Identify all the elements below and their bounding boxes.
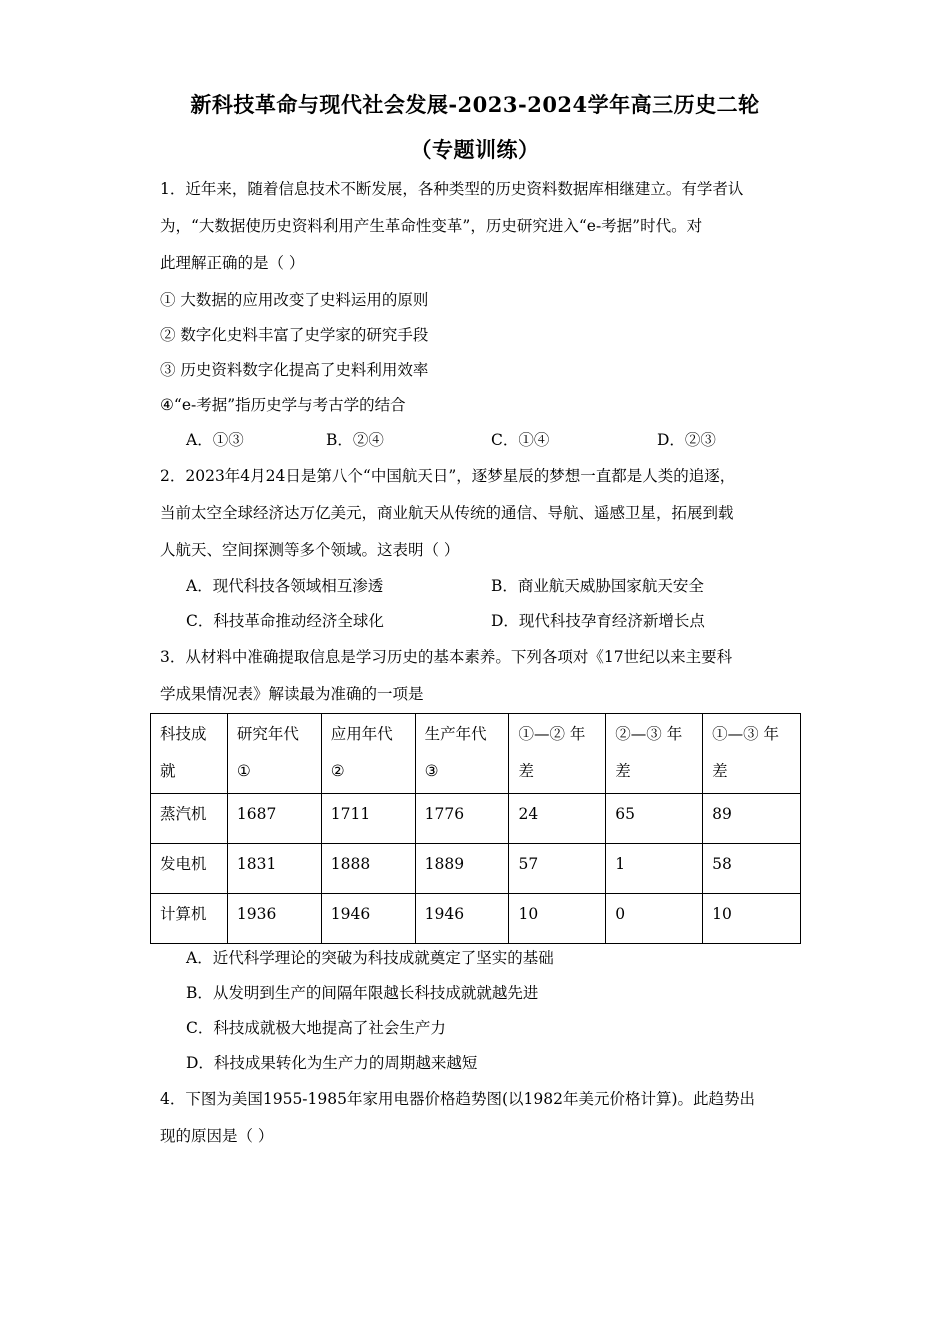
- q1-stem-line-1: 1．近年来，随着信息技术不断发展，各种类型的历史资料数据库相继建立。有学者认: [160, 180, 744, 198]
- q3-option-d: D．科技成果转化为生产力的周期越来越短: [186, 1054, 478, 1072]
- q2-option-d: D．现代科技孕育经济新增长点: [491, 612, 705, 630]
- table-cell: 10: [509, 894, 606, 944]
- q2-stem-line-1: 2．2023年4月24日是第八个“中国航天日”，逐梦星辰的梦想一直都是人类的追逐，: [160, 467, 736, 485]
- table-header-cell: 科技成 就: [151, 714, 228, 794]
- table-cell: 1687: [227, 794, 321, 844]
- table-cell: 65: [606, 794, 703, 844]
- science-achievements-table: [150, 713, 801, 944]
- q1-statement-1: ① 大数据的应用改变了史料运用的原则: [160, 291, 429, 309]
- q2-option-a: A．现代科技各领域相互渗透: [186, 577, 384, 595]
- q3-option-a: A．近代科学理论的突破为科技成就奠定了坚实的基础: [186, 949, 554, 967]
- table-cell: 89: [703, 794, 801, 844]
- table-row: [151, 844, 801, 894]
- table-cell: 发电机: [151, 844, 228, 894]
- q3-option-b: B．从发明到生产的间隔年限越长科技成就就越先进: [186, 984, 539, 1002]
- q3-stem-line-2: 学成果情况表》解读最为准确的一项是: [160, 685, 424, 703]
- q4-stem-line-2: 现的原因是（ ）: [160, 1127, 274, 1145]
- title-line-2: （专题训练）: [410, 137, 540, 162]
- table-cell: 1936: [227, 894, 321, 944]
- table-cell: 1946: [415, 894, 509, 944]
- table-cell: 计算机: [151, 894, 228, 944]
- table-cell: 1888: [321, 844, 415, 894]
- q2-stem-line-3: 人航天、空间探测等多个领域。这表明（ ）: [160, 541, 460, 559]
- table-cell: 58: [703, 844, 801, 894]
- q1-option-a: A．①③: [186, 431, 244, 449]
- q1-option-b: B．②④: [326, 431, 384, 449]
- table-cell: 24: [509, 794, 606, 844]
- table-header-cell: 应用年代 ②: [321, 714, 415, 794]
- table-row: [151, 794, 801, 844]
- q3-option-c: C．科技成就极大地提高了社会生产力: [186, 1019, 446, 1037]
- q1-option-d: D．②③: [657, 431, 716, 449]
- table-cell: 1889: [415, 844, 509, 894]
- table-cell: 1711: [321, 794, 415, 844]
- table-cell: 0: [606, 894, 703, 944]
- table-header-cell: ①—③ 年 差: [703, 714, 801, 794]
- table-cell: 1831: [227, 844, 321, 894]
- q1-stem-line-2: 为，“大数据使历史资料利用产生革命性变革”，历史研究进入“e-考据”时代。对: [160, 217, 703, 235]
- q1-statement-3: ③ 历史资料数字化提高了史料利用效率: [160, 361, 429, 379]
- table-cell: 1: [606, 844, 703, 894]
- table-cell: 57: [509, 844, 606, 894]
- q2-option-c: C．科技革命推动经济全球化: [186, 612, 384, 630]
- q1-statement-2: ② 数字化史料丰富了史学家的研究手段: [160, 326, 429, 344]
- q1-stem-line-3: 此理解正确的是（ ）: [160, 254, 305, 272]
- table-header-cell: ①—② 年 差: [509, 714, 606, 794]
- table-cell: 10: [703, 894, 801, 944]
- q2-option-b: B．商业航天威胁国家航天安全: [491, 577, 704, 595]
- table-header-cell: ②—③ 年 差: [606, 714, 703, 794]
- table-header-cell: 研究年代 ①: [227, 714, 321, 794]
- table-cell: 蒸汽机: [151, 794, 228, 844]
- table-header-row: [151, 714, 801, 794]
- q2-stem-line-2: 当前太空全球经济达万亿美元，商业航天从传统的通信、导航、遥感卫星，拓展到载: [160, 504, 734, 522]
- table-cell: 1776: [415, 794, 509, 844]
- q1-option-c: C．①④: [491, 431, 550, 449]
- table-cell: 1946: [321, 894, 415, 944]
- table-row: [151, 894, 801, 944]
- q3-stem-line-1: 3．从材料中准确提取信息是学习历史的基本素养。下列各项对《17世纪以来主要科: [160, 648, 733, 666]
- title-line-1: 新科技革命与现代社会发展-2023-2024学年高三历史二轮: [190, 92, 760, 117]
- q4-stem-line-1: 4．下图为美国1955-1985年家用电器价格趋势图(以1982年美元价格计算)。此趋势出: [160, 1090, 756, 1108]
- table-header-cell: 生产年代 ③: [415, 714, 509, 794]
- q1-statement-4: ④“e-考据”指历史学与考古学的结合: [160, 396, 406, 414]
